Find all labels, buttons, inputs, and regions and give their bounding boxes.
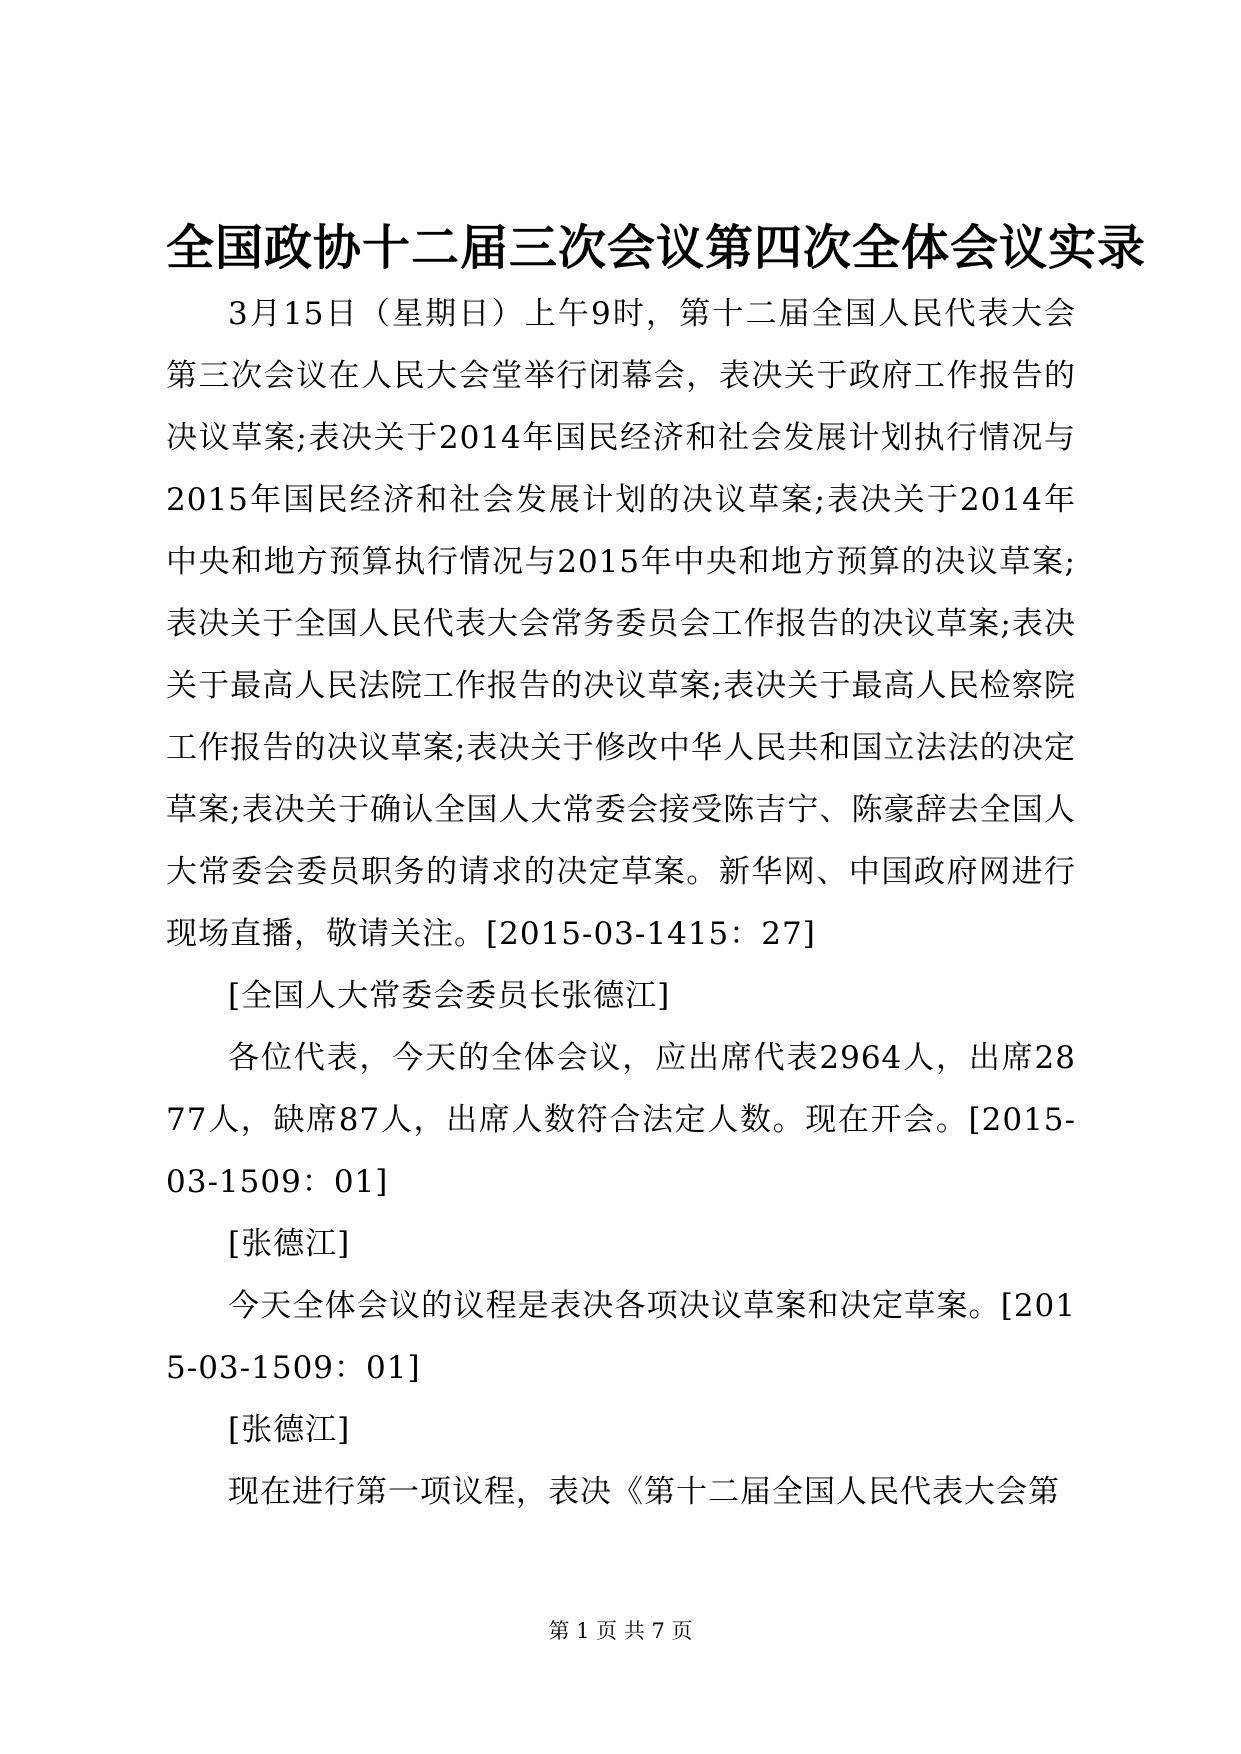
paragraph-attendance: 各位代表，今天的全体会议，应出席代表2964人，出席2877人，缺席87人，出席人数符合法定人数。现在开会。[2015-03-1509：01] — [166, 1040, 1076, 1200]
speaker-label: [张德江] — [228, 1412, 351, 1448]
paragraph-agenda: 今天全体会议的议程是表决各项决议草案和决定草案。[2015-03-1509：01] — [166, 1288, 1076, 1386]
page-number-footer: 第 1 页 共 7 页 — [548, 1619, 693, 1643]
paragraph-opening: 3月15日（星期日）上午9时，第十二届全国人民代表大会第三次会议在人民大会堂举行闭幕会，表决关于政府工作报告的决议草案;表决关于2014年国民经济和社会发展计划执行情况与2015年国民经济和社会发展计划的决议草案;表决关于2014年中央和地方预算执行情况与2015年中央和地方预算的决议草案;表决关于全国人民代表大会常务委员会工作报告的决议草案;表决关于最高人民法院工作报告的决议草案;表决关于最高人民检察院工作报告的决议草案;表决关于修改中华人民共和国立法法的决定草案;表决关于确认全国人大常委会接受陈吉宁、陈豪辞去全国人大常委会委员职务的请求的决定草案。新华网、中国政府网进行现场直播，敬请关注。[2015-03-1415：27] — [166, 296, 1076, 952]
speaker-label: [全国人大常委会委员长张德江] — [228, 978, 671, 1014]
speaker-label: [张德江] — [228, 1226, 351, 1262]
paragraph-first-item: 现在进行第一项议程，表决《第十二届全国人民代表大会第 — [228, 1474, 1060, 1510]
document-title: 全国政协十二届三次会议第四次全体会议实录 — [166, 220, 1147, 276]
document-body — [166, 283, 1076, 1523]
